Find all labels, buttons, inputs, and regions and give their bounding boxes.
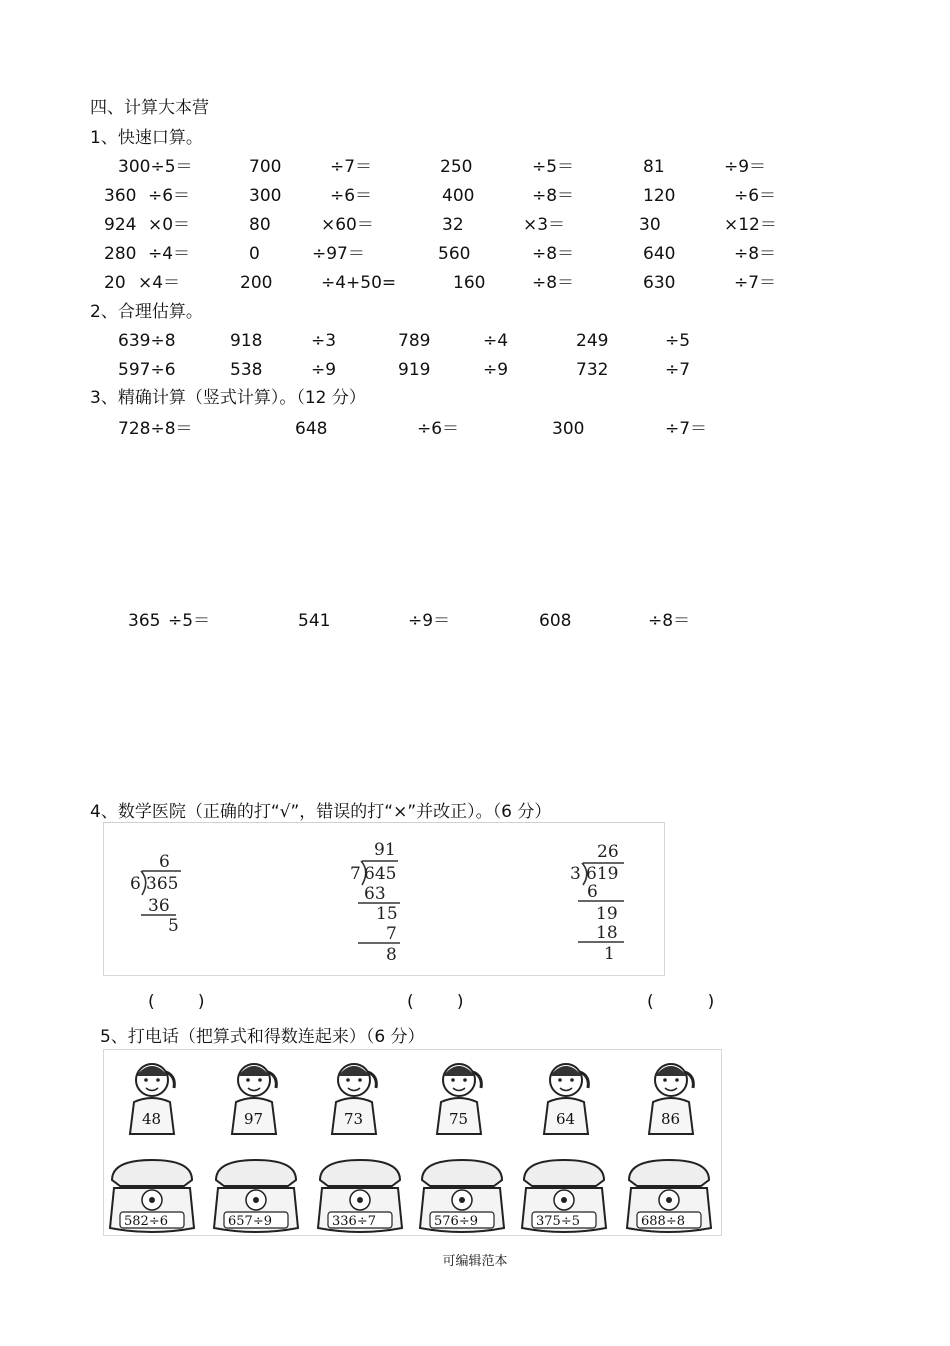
phone-expression: 375÷5 xyxy=(536,1214,580,1229)
phone-expression: 657÷9 xyxy=(228,1214,272,1229)
q2-cell: 918 xyxy=(230,331,263,351)
kid-number: 48 xyxy=(142,1110,162,1128)
q1-cell: ×4＝ xyxy=(138,273,181,293)
answer-bracket-2[interactable]: ( ) xyxy=(407,992,464,1012)
phone-expression: 336÷7 xyxy=(332,1214,376,1229)
quotient: 91 xyxy=(374,840,396,860)
q2-cell: ÷5 xyxy=(665,331,691,351)
long-division-1 xyxy=(130,852,181,936)
q1-cell: ÷4+50= xyxy=(321,273,397,293)
q1-cell: ÷9＝ xyxy=(724,157,767,177)
q1-cell: ×12＝ xyxy=(724,215,777,235)
step: 6 xyxy=(587,882,598,902)
phone-row xyxy=(110,1160,711,1232)
remainder: 1 xyxy=(604,944,615,964)
q1-cell: 81 xyxy=(643,157,665,177)
q1-cell: ×3＝ xyxy=(523,215,566,235)
phone-expression: 582÷6 xyxy=(124,1214,168,1229)
q4-title: 4、数学医院（正确的打“√”，错误的打“×”并改正）。（6 分） xyxy=(90,802,552,822)
long-division-3 xyxy=(570,842,624,964)
kid-2[interactable] xyxy=(232,1064,276,1134)
step: 18 xyxy=(596,923,618,943)
q2-cell: ÷3 xyxy=(311,331,337,351)
q2-cell: 789 xyxy=(398,331,431,351)
dividend: 645 xyxy=(364,864,397,884)
q1-cell: 560 xyxy=(438,244,471,264)
kid-number: 73 xyxy=(344,1110,364,1128)
q1-title: 1、快速口算。 xyxy=(90,128,203,148)
kid-number: 64 xyxy=(556,1110,576,1128)
long-division-figures xyxy=(104,823,664,975)
q1-cell: 630 xyxy=(643,273,676,293)
q1-cell: 200 xyxy=(240,273,273,293)
q2-cell: 639÷8 xyxy=(118,331,176,351)
q1-cell: ÷6＝ xyxy=(734,186,777,206)
step: 15 xyxy=(376,904,398,924)
footer-text: 可编辑范本 xyxy=(442,1254,508,1269)
q1-cell: 300÷5＝ xyxy=(118,157,193,177)
step: 19 xyxy=(596,904,618,924)
kid-3[interactable] xyxy=(332,1064,376,1134)
dividend: 619 xyxy=(586,864,619,884)
q3-cell: 608 xyxy=(539,611,572,631)
q1-cell: 280 xyxy=(104,244,137,264)
step: 63 xyxy=(364,884,386,904)
q2-cell: ÷4 xyxy=(483,331,509,351)
q2-cell: 597÷6 xyxy=(118,360,176,380)
phone-expression: 688÷8 xyxy=(641,1214,685,1229)
answer-bracket-3[interactable]: ( ) xyxy=(647,992,715,1012)
phone-5[interactable] xyxy=(522,1160,606,1232)
q1-cell: ÷8＝ xyxy=(734,244,777,264)
phone-3[interactable] xyxy=(318,1160,402,1232)
answer-bracket-1[interactable]: ( ) xyxy=(148,992,205,1012)
q1-cell: ÷6＝ xyxy=(330,186,373,206)
q1-cell: 640 xyxy=(643,244,676,264)
q2-cell: ÷7 xyxy=(665,360,691,380)
q1-cell: ÷8＝ xyxy=(532,244,575,264)
phone-2[interactable] xyxy=(214,1160,298,1232)
remainder: 8 xyxy=(386,945,397,965)
q5-title: 5、打电话（把算式和得数连起来）（6 分） xyxy=(100,1027,425,1047)
q1-cell: ×0＝ xyxy=(148,215,191,235)
q1-cell: 30 xyxy=(639,215,661,235)
q4-image-panel xyxy=(103,822,665,976)
q1-cell: 0 xyxy=(249,244,260,264)
step: 7 xyxy=(386,924,397,944)
q1-cell: ÷7＝ xyxy=(330,157,373,177)
q1-cell: ÷5＝ xyxy=(532,157,575,177)
kid-number: 75 xyxy=(449,1110,469,1128)
step: 36 xyxy=(148,896,170,916)
q1-cell: ×60＝ xyxy=(321,215,374,235)
kid-number: 97 xyxy=(244,1110,264,1128)
remainder: 5 xyxy=(168,916,179,936)
q3-cell: ÷7＝ xyxy=(665,419,708,439)
kid-1[interactable] xyxy=(130,1064,174,1134)
q3-cell: ÷8＝ xyxy=(648,611,691,631)
q1-cell: 300 xyxy=(249,186,282,206)
kid-6[interactable] xyxy=(649,1064,693,1134)
q2-cell: 249 xyxy=(576,331,609,351)
dividend: 365 xyxy=(146,874,179,894)
divisor: 6 xyxy=(130,874,141,894)
q3-cell: ÷6＝ xyxy=(417,419,460,439)
phone-6[interactable] xyxy=(627,1160,711,1232)
section-title: 四、计算大本营 xyxy=(90,98,209,118)
long-division-2 xyxy=(350,840,400,965)
q3-cell: 648 xyxy=(295,419,328,439)
q1-cell: ÷8＝ xyxy=(532,273,575,293)
q1-cell: 250 xyxy=(440,157,473,177)
q5-image-panel xyxy=(103,1049,722,1236)
q2-cell: 538 xyxy=(230,360,263,380)
q3-cell: 365 xyxy=(128,611,161,631)
q2-cell: ÷9 xyxy=(483,360,509,380)
kid-4[interactable] xyxy=(437,1064,481,1134)
q1-cell: ÷7＝ xyxy=(734,273,777,293)
q1-cell: 160 xyxy=(453,273,486,293)
phone-4[interactable] xyxy=(420,1160,504,1232)
phone-1[interactable] xyxy=(110,1160,194,1232)
q2-title: 2、合理估算。 xyxy=(90,302,203,322)
quotient: 6 xyxy=(159,852,170,872)
q1-cell: 120 xyxy=(643,186,676,206)
kid-5[interactable] xyxy=(544,1064,588,1134)
q1-cell: 400 xyxy=(442,186,475,206)
q3-cell: 541 xyxy=(298,611,331,631)
q3-cell: 728÷8＝ xyxy=(118,419,193,439)
q3-cell: ÷9＝ xyxy=(408,611,451,631)
kid-row xyxy=(130,1064,693,1134)
kid-number: 86 xyxy=(661,1110,681,1128)
q3-title: 3、精确计算（竖式计算）。（12 分） xyxy=(90,388,366,408)
divisor: 3 xyxy=(570,864,581,884)
quotient: 26 xyxy=(597,842,619,862)
q1-cell: ÷8＝ xyxy=(532,186,575,206)
q1-cell: 924 xyxy=(104,215,137,235)
divisor: 7 xyxy=(350,864,361,884)
q1-cell: 20 xyxy=(104,273,126,293)
q3-cell: 300 xyxy=(552,419,585,439)
phone-matching-figure xyxy=(104,1050,721,1235)
q2-cell: 919 xyxy=(398,360,431,380)
q1-cell: 80 xyxy=(249,215,271,235)
phone-expression: 576÷9 xyxy=(434,1214,478,1229)
q1-cell: ÷6＝ xyxy=(148,186,191,206)
q2-cell: 732 xyxy=(576,360,609,380)
q1-cell: ÷97＝ xyxy=(312,244,365,264)
q1-cell: ÷4＝ xyxy=(148,244,191,264)
q3-cell: ÷5＝ xyxy=(168,611,211,631)
q2-cell: ÷9 xyxy=(311,360,337,380)
q1-cell: 700 xyxy=(249,157,282,177)
q1-cell: 360 xyxy=(104,186,137,206)
q1-cell: 32 xyxy=(442,215,464,235)
